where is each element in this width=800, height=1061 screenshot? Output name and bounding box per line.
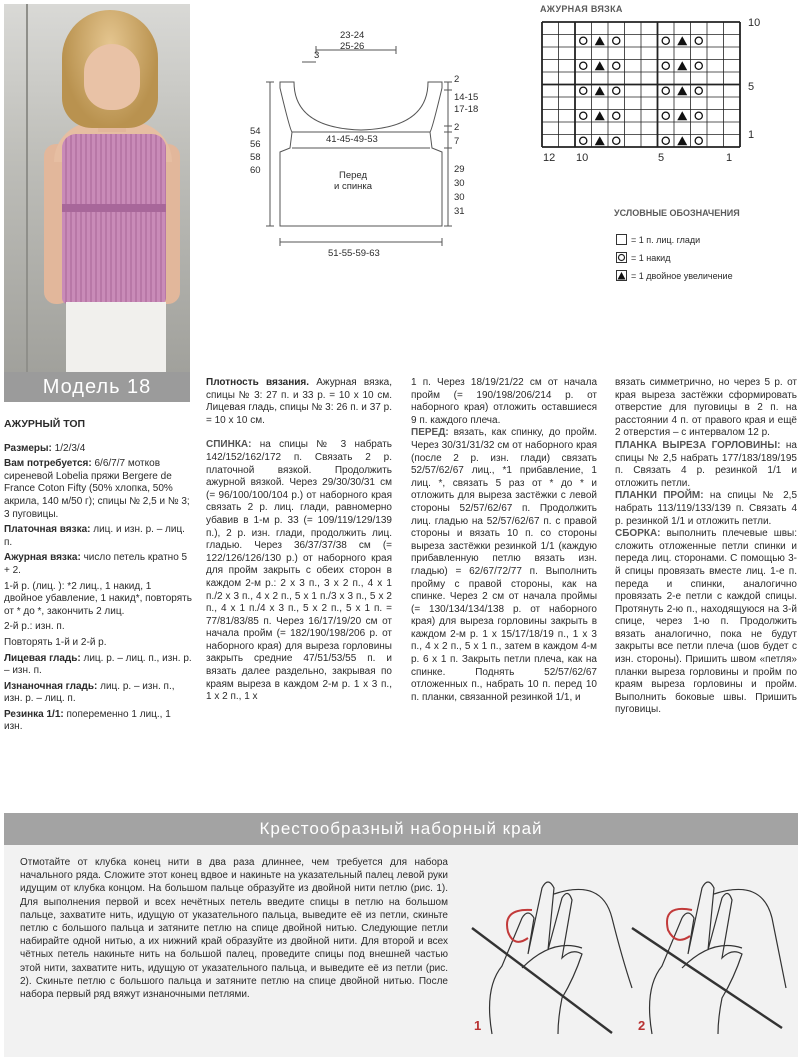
row-label-10: 10 (748, 17, 761, 29)
decrease-mark (595, 136, 605, 145)
yarnover-mark (580, 112, 587, 119)
yarnover-mark (662, 87, 669, 94)
row-label-1: 1 (748, 129, 755, 141)
piece-label: Перед и спинка (334, 170, 373, 192)
right-armhole-2: 17-18 (454, 104, 479, 115)
right-body-2: 30 (454, 178, 465, 189)
garment-schematic (232, 30, 492, 270)
yarnover-mark (695, 112, 702, 119)
chest-width: 41-45-49-53 (326, 134, 378, 145)
yarnover-mark (695, 87, 702, 94)
yarnover-mark (580, 37, 587, 44)
knitted-top (62, 134, 166, 304)
right-2a: 2 (454, 74, 460, 85)
yarnover-icon (616, 252, 627, 263)
right-armhole-1: 14-15 (454, 92, 479, 103)
decrease-mark (677, 86, 687, 95)
lace-chart-title: АЖУРНАЯ ВЯЗКА (540, 4, 623, 14)
decrease-mark (595, 86, 605, 95)
instructions-col-2: 1 п. Через 18/19/21/22 см от начала пройм (= 190/198/206/214 р. от наборного края) отложить оставшиеся 9 п. каждого плеча. ПЕРЕД: вязать, как спинку, до пройм. Через 30/31/31/32 см от наборного края (после 2 р. изн. глади) связать 52/57/62/67 лиц., *1 прибавление, 1 лиц. *, связать 5 раз от * до * и отложить для выреза застёжки с левой стороны 52/57/62/67 п. Продолжить лиц. гладью на 52/57/62/67 п. с правой стороны и вязать 10 п. со стороны выреза застёжки резинкой 1/1 (каждую прибавленную петлю вязать изн. гладью) = 62/67/72/77 п. Выполнить пройму с правой стороны, как на спинке. Через 2 см от начала проймы (= 130/134/134/138 р. от наборного края) для выреза горловины закрыть в каждом 2-м р. 1 х 15/17/18/19 п., 1 х 3 п., 4 х 2 п., 5 х 1 п., затем в каждом 4-м р. 6 х 1 п. Закрыть петли плеча, как на спинке. Поднять 52/57/62/67 отложенных п., набрать 10 п. перед 10 п. планки, связанной резинкой 1/1, и (411, 377, 598, 703)
yarnover-mark (613, 112, 620, 119)
cast-on-text: Отмотайте от клубка конец нити в два раза длиннее, чем требуется для набора начального ряда. Сложите этот конец вдвое и накиньте на указательный палец левой руки идущим от клубка концом. На большом пальце образуйте из двойной нити петлю (рис. 1). Для выполнения первой и всех нечётных петель введите спицы в петлю на большом пальце, захватите нить, идущую от указательного пальца, выведите её из петли, скиньте петлю с большого пальца и затяните петлю на спице двойной нитью. Следующие петли набирайте одной нитью, а их нижний край образуйте из двойной нити. Для второй и всех чётных петель накиньте нить на большой палец, проведите спицы под внешней частью этой нити, захватите нить, идущую от указательного пальца, и выведите её из петли (рис. 2). Скиньте петлю с большого пальца и затяните петлю на спице двойной нитью. После набора первый ряд вяжут изнаночными петлями. (20, 857, 448, 1001)
right-body-1: 29 (454, 164, 465, 175)
col-label-1: 1 (726, 152, 733, 164)
yarnover-mark (613, 87, 620, 94)
yarnover-mark (613, 137, 620, 144)
decrease-mark (677, 61, 687, 70)
decrease-mark (595, 61, 605, 70)
cast-on-figures (462, 858, 792, 1048)
col-label-5: 5 (658, 152, 665, 164)
legend-double-dec: = 1 двойное увеличение (616, 270, 733, 281)
decrease-mark (677, 136, 687, 145)
right-body-3: 30 (454, 192, 465, 203)
bottom-width: 51-55-59-63 (328, 248, 380, 259)
model-photo (4, 4, 190, 402)
instructions-col-1: Плотность вязания. Ажурная вязка, спицы № 3: 27 п. и 33 р. = 10 х 10 см. Лицевая гладь, спицы № 3: 26 п. и 37 р. = 10 х 10 см. СПИНКА: на спицы № 3 набрать 142/152/162/172 п. Связать 2 р. платочной вязкой. Продолжить ажурной вязкой. Через 29/30/30/31 см (= 96/100/100/104 р.) от наборного края связать 2 р. лиц. глади, равномерно убавив в 1-м р. 33 (= 109/119/129/139 п.), 2 р. изн. глади, продолжить лиц. гладью. Через 36/37/37/38 см (= 122/126/126/130 р.) от наборного края для пройм закрыть с обеих сторон в каждом 2-м р.: 2 х 3 п., 3 х 2 п., 4 х 1 п./2 х 3 п., 4 х 2 п., 5 х 1 п./3 х 3 п., 5 х 2 п., 4 х 1 п./4 х 3 п., 5 х 2 п., 5 х 1 п. = 77/81/83/85 п. Через 16/17/19/20 см от начала пройм (= 182/190/198/206 р. от наборного края) для выреза горловины закрыть средние 47/51/53/55 п. и вязать далее раздельно, закрывая по краям выреза в каждом 2-м р. 1 х 3 п., 1 х 2 п., 1 х (206, 377, 392, 703)
figure-1-label: 1 (474, 1018, 482, 1033)
decrease-mark (595, 36, 605, 45)
figure-2-label: 2 (638, 1018, 646, 1033)
row-label-5: 5 (748, 81, 755, 93)
yarnover-mark (695, 62, 702, 69)
strap-width: 3 (314, 50, 320, 61)
yarnover-mark (695, 137, 702, 144)
triangle-icon (616, 270, 627, 281)
empty-square-icon (616, 234, 627, 245)
decrease-mark (677, 111, 687, 120)
yarnover-mark (695, 37, 702, 44)
yarnover-mark (613, 37, 620, 44)
yarnover-mark (662, 137, 669, 144)
legend-title: УСЛОВНЫЕ ОБОЗНАЧЕНИЯ (614, 208, 740, 218)
legend-yarnover: = 1 накид (616, 252, 670, 263)
right-2b: 2 (454, 122, 460, 133)
legend-knit: = 1 п. лиц. глади (616, 234, 700, 245)
col-label-10: 10 (576, 152, 589, 164)
left-height-1: 54 (250, 126, 261, 137)
yarnover-mark (613, 62, 620, 69)
decrease-mark (677, 36, 687, 45)
right-body-4: 31 (454, 206, 465, 217)
instructions-col-3: вязать симметрично, но через 5 р. от края выреза застёжки сформировать отверстие для пуговицы в 2 п. на расстоянии 4 п. от правого края и ещё 2 отверстия – с интервалом 12 р. ПЛАНКА ВЫРЕЗА ГОРЛОВИНЫ: на спицы № 2,5 набрать 177/183/189/195 п. Связать 4 р. резинкой 1/1 и отложить петли. ПЛАНКИ ПРОЙМ: на спицы № 2,5 набрать 113/119/133/139 п. Связать 4 р. резинкой 1/1 и отложить петли. СБОРКА: выполнить плечевые швы: сложить отложенные петли спинки и переда лиц. сторонами. С помощью 3-й спицы провязать вместе лиц. 1-е п. переда и спинки, аналогично провязать 2-е петли с каждой спицы. Протянуть 2-ю п., находящуюся на 3-й спице, через 1-ю п. Продолжить вязать аналогично, пока не будут закрыты все петли плеча (шов будет с изн. стороны). Пришить швом «петля» планки выреза горловины и пройм по краям выреза горловины и пройм. Выполнить боковые швы. Пришить пуговицы. (615, 377, 798, 716)
yarnover-mark (580, 137, 587, 144)
right-7: 7 (454, 136, 460, 147)
yarnover-mark (662, 37, 669, 44)
hands-illustration (462, 858, 792, 1048)
pattern-title: АЖУРНЫЙ ТОП (4, 418, 86, 430)
col-label-12: 12 (543, 152, 556, 164)
left-height-2: 56 (250, 139, 261, 150)
left-height-4: 60 (250, 165, 261, 176)
yarnover-mark (662, 62, 669, 69)
left-height-3: 58 (250, 152, 261, 163)
yarnover-mark (662, 112, 669, 119)
cast-on-title: Крестообразный наборный край (4, 813, 798, 845)
top-width-2: 25-26 (340, 41, 365, 52)
model-label: Модель 18 (4, 372, 190, 402)
yarnover-mark (580, 62, 587, 69)
top-width-1: 23-24 (340, 30, 365, 41)
decrease-mark (595, 111, 605, 120)
schematic-drawing (232, 30, 492, 270)
yarnover-mark (580, 87, 587, 94)
materials-column: АЖУРНЫЙ ТОП Размеры: 1/2/3/4 Вам потребуется: 6/6/7/7 мотков сиреневой Lobelia пряжи Bergere de France Coton Fifty (50% хлопка, 50% акрила, 140 м/50 г); спицы № 2,5 и № 3; 3 пуговицы. Платочная вязка: лиц. и изн. р. – лиц. п. Ажурная вязка: число петель кратно 5 + 2. 1-й р. (лиц. ): *2 лиц., 1 накид, 1 двойное убавление, 1 накид*, повторять от * до *, закончить 2 лиц. 2-й р.: изн. п. Повторять 1-й и 2-й р. Лицевая гладь: лиц. р. – лиц. п., изн. р. – изн. п. Изнаночная гладь: лиц. р. – изн. п., изн. р. – лиц. п. Резинка 1/1: попеременно 1 лиц., 1 изн. (4, 418, 192, 733)
